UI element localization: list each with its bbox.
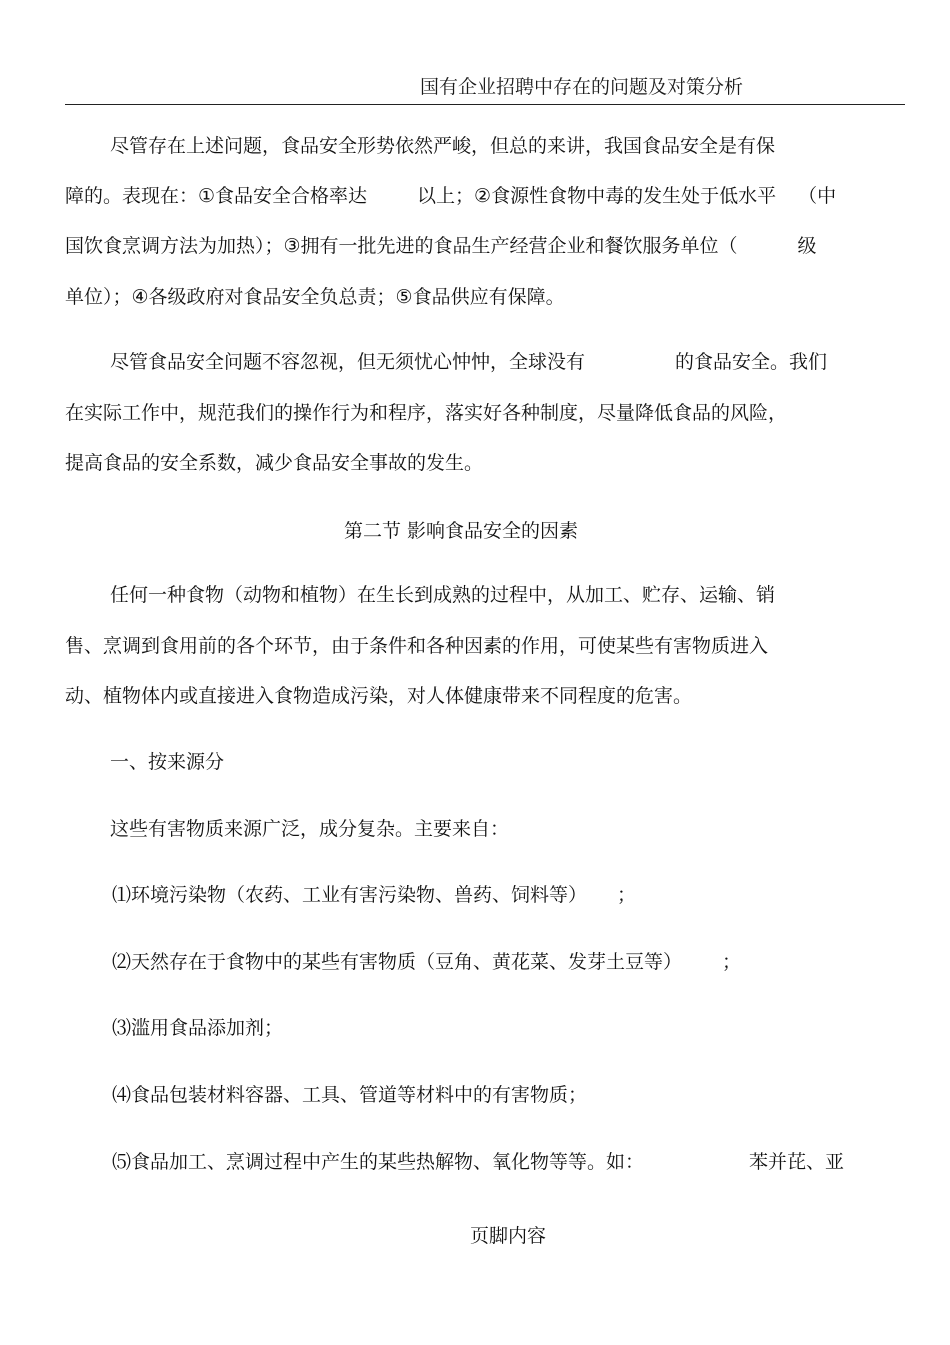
paragraph-1-line-4: 单位）；④各级政府对食品安全负总责；⑤食品供应有保障。 [65,286,565,308]
list-item-1-text: ⑴环境污染物（农药、工业有害污染物、兽药、饲料等） [112,884,588,906]
paragraph-1-line-3-part-a: 国饮食烹调方法为加热）；③拥有一批先进的食品生产经营企业和餐饮服务单位（ [65,235,738,257]
list-item-1-punct: ； [617,884,637,906]
header-divider [65,104,905,105]
paragraph-1-line-2 [65,184,836,208]
list-item-5-text: ⑸食品加工、烹调过程中产生的某些热解物、氧化物等等。如： [112,1151,645,1173]
list-item: ⑶滥用食品添加剂； [112,1017,284,1039]
paragraph-3-line-1: 任何一种食物（动物和植物）在生长到成熟的过程中，从加工、贮存、运输、销 [110,584,776,606]
paragraph-1-line-1: 尽管存在上述问题，食品安全形势依然严峻，但总的来讲，我国食品安全是有保 [110,135,776,157]
list-item [112,950,741,974]
paragraph-2-line-2: 在实际工作中，规范我们的操作行为和程序，落实好各种制度，尽量降低食品的风险， [65,402,788,424]
page-header-title: 国有企业招聘中存在的问题及对策分析 [420,76,744,98]
list-item [112,883,636,907]
list-item [112,1150,844,1174]
paragraph-3-line-3: 动、植物体内或直接进入食物造成污染，对人体健康带来不同程度的危害。 [65,685,693,707]
paragraph-3-line-2: 售、烹调到食用前的各个环节，由于条件和各种因素的作用，可使某些有害物质进入 [65,635,769,657]
page-footer: 页脚内容 [470,1225,547,1247]
subheading: 一、按来源分 [110,751,225,773]
paragraph-1-line-2-part-c: （中 [798,185,837,207]
list-item-2-text: ⑵天然存在于食物中的某些有害物质（豆角、黄花菜、发芽土豆等） [112,951,683,973]
list-item-5-tail: 苯并芘、亚 [749,1151,845,1173]
list-item: ⑷食品包装材料容器、工具、管道等材料中的有害物质； [112,1084,588,1106]
list-intro: 这些有害物质来源广泛，成分复杂。主要来自： [110,818,510,840]
paragraph-2-line-1 [110,350,827,374]
paragraph-1-line-2-part-a: 障的。表现在：①食品安全合格率达 [65,185,368,207]
paragraph-1-line-3-part-b: 级 [797,235,817,257]
paragraph-1-line-3 [65,234,817,258]
paragraph-1-line-2-part-b: 以上；②食源性食物中毒的发生处于低水平 [417,185,777,207]
list-item-2-punct: ； [722,951,742,973]
section-heading: 第二节 影响食品安全的因素 [344,520,579,542]
paragraph-2-line-1-part-b: 的食品安全。我们 [675,351,828,373]
paragraph-2-line-3: 提高食品的安全系数，减少食品安全事故的发生。 [65,452,484,474]
paragraph-2-line-1-part-a: 尽管食品安全问题不容忽视，但无须忧心忡忡，全球没有 [110,351,586,373]
